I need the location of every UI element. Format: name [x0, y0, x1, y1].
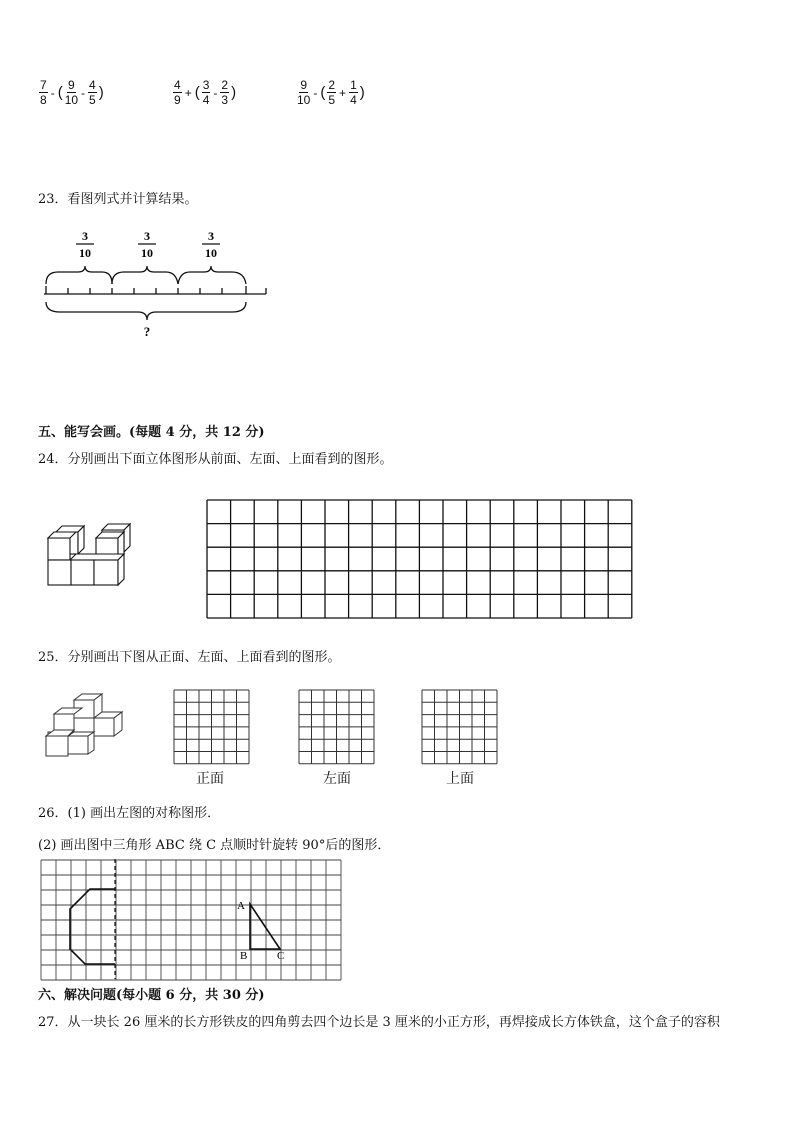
fraction-label-den: 10	[141, 246, 153, 260]
operator: +	[184, 85, 192, 100]
question-mark: ?	[143, 324, 151, 339]
operator: -	[213, 85, 218, 100]
fraction: $\frac{4}{9}$	[174, 78, 181, 107]
question-26-part-1: 26．(1) 画出左图的对称图形．	[38, 806, 221, 821]
operator: -	[50, 85, 55, 100]
fraction-label-num: 3	[144, 229, 150, 243]
label-left: 左面	[323, 771, 351, 787]
fraction: $\frac{4}{5}$	[89, 78, 96, 107]
question-27: 27．从一块长 26 厘米的长方形铁皮的四角剪去四个边长是 3 厘米的小正方形，再焊接成长方体铁盒，这个盒子的容积	[38, 1015, 720, 1030]
fraction: $\frac{9}{10}$	[64, 78, 79, 107]
fraction: $\frac{3}{4}$	[202, 78, 210, 107]
answer-grid-24[interactable]	[206, 499, 634, 619]
question-24: 24．分别画出下面立体图形从前面、左面、上面看到的图形。	[38, 452, 393, 467]
vertex-a: A	[237, 900, 245, 912]
section-6-title: 六、解决问题(每小题 6 分，共 30 分)	[38, 988, 265, 1003]
fraction: $\frac{2}{5}$	[328, 78, 336, 107]
question-23: 23．看图列式并计算结果。	[38, 192, 198, 207]
operator: -	[81, 85, 86, 100]
answer-grid-top[interactable]	[421, 689, 499, 765]
label-top: 上面	[446, 771, 474, 787]
fraction-label-den: 10	[79, 246, 91, 260]
question-26-part-2: (2) 画出图中三角形 ABC 绕 C 点顺时针旋转 90°后的图形．	[38, 838, 391, 853]
cube-solid-figure-25	[44, 692, 126, 762]
fraction: $\frac{1}{4}$	[350, 78, 357, 107]
fraction-label-num: 3	[208, 229, 214, 243]
question-25: 25．分别画出下图从正面、左面、上面看到的图形。	[38, 650, 341, 665]
section-5-title: 五、能写会画。(每题 4 分，共 12 分)	[38, 425, 265, 440]
label-front: 正面	[196, 771, 224, 787]
cube-solid-figure-24	[44, 520, 136, 590]
half-shape	[70, 889, 115, 964]
triangle-abc	[250, 904, 280, 949]
vertex-c: C	[277, 950, 285, 962]
expression-3: $\frac{9}{10}$ - ( $\frac{2}{5}$ + $\frac{1}{4}$ )	[297, 78, 365, 107]
number-line-diagram	[40, 226, 272, 342]
expression-1: $\frac{7}{8}$ - ( $\frac{9}{10}$ - $\frac{4}{5}$ )	[40, 78, 104, 107]
fraction-label-num: 3	[82, 229, 88, 243]
expression-2: $\frac{4}{9}$ + ( $\frac{3}{4}$ - $\frac{2}{3}$ )	[174, 78, 237, 107]
fraction-label-den: 10	[205, 246, 217, 260]
answer-grid-front[interactable]	[173, 689, 251, 765]
operator: -	[313, 85, 318, 100]
fraction: $\frac{2}{3}$	[221, 78, 229, 107]
fraction: $\frac{7}{8}$	[40, 78, 47, 107]
operator: +	[339, 85, 347, 100]
answer-grid-left[interactable]	[298, 689, 376, 765]
vertex-b: B	[240, 950, 248, 962]
answer-grid-26[interactable]	[40, 859, 342, 981]
fraction: $\frac{9}{10}$	[297, 78, 311, 107]
